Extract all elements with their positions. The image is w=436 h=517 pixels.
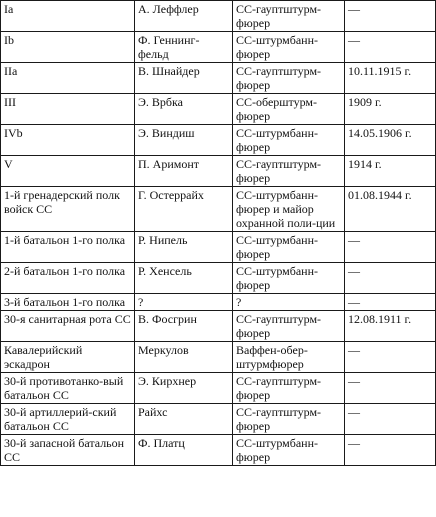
commander-cell: Р. Нипель xyxy=(135,232,233,263)
date-cell: — xyxy=(345,342,436,373)
commander-cell: Э. Виндиш xyxy=(135,125,233,156)
date-cell: — xyxy=(345,232,436,263)
unit-cell: 30-й запасной батальон СС xyxy=(1,435,135,466)
rank-cell: СС-гауптштурм-фюрер xyxy=(233,156,345,187)
unit-cell: IVb xyxy=(1,125,135,156)
rank-cell: СС-штурмбанн-фюрер xyxy=(233,232,345,263)
commander-cell: Г. Остеррайх xyxy=(135,187,233,232)
commander-cell: В. Фосгрин xyxy=(135,311,233,342)
table-row xyxy=(1,32,436,63)
rank-cell: СС-гауптштурм-фюрер xyxy=(233,1,345,32)
table-row xyxy=(1,311,436,342)
table-row xyxy=(1,404,436,435)
date-cell: — xyxy=(345,435,436,466)
date-cell: 1909 г. xyxy=(345,94,436,125)
rank-cell: СС-штурмбанн-фюрер xyxy=(233,435,345,466)
unit-cell: 2-й батальон 1-го полка xyxy=(1,263,135,294)
date-cell: — xyxy=(345,1,436,32)
table-row xyxy=(1,232,436,263)
unit-cell: Ia xyxy=(1,1,135,32)
date-cell: 14.05.1906 г. xyxy=(345,125,436,156)
date-cell: — xyxy=(345,404,436,435)
table-row xyxy=(1,342,436,373)
commander-cell: ? xyxy=(135,294,233,311)
unit-cell: Кавалерийский эскадрон xyxy=(1,342,135,373)
unit-cell: 30-й артиллерий-ский батальон СС xyxy=(1,404,135,435)
table-row xyxy=(1,435,436,466)
commander-cell: П. Аримонт xyxy=(135,156,233,187)
rank-cell: СС-оберштурм-фюрер xyxy=(233,94,345,125)
rank-cell: СС-штурмбанн-фюрер xyxy=(233,32,345,63)
table-row xyxy=(1,1,436,32)
unit-cell: 1-й батальон 1-го полка xyxy=(1,232,135,263)
unit-cell: 1-й гренадерский полк войск СС xyxy=(1,187,135,232)
rank-cell: СС-гауптштурм-фюрер xyxy=(233,63,345,94)
date-cell: 01.08.1944 г. xyxy=(345,187,436,232)
unit-cell: IIa xyxy=(1,63,135,94)
table-row xyxy=(1,156,436,187)
date-cell: — xyxy=(345,373,436,404)
rank-cell: СС-штурмбанн-фюрер xyxy=(233,263,345,294)
commander-cell: Э. Врбка xyxy=(135,94,233,125)
rank-cell: СС-гауптштурм-фюрер xyxy=(233,373,345,404)
commander-cell: Ф. Геннинг-фельд xyxy=(135,32,233,63)
date-cell: 1914 г. xyxy=(345,156,436,187)
table-row xyxy=(1,294,436,311)
rank-cell: СС-штурмбанн-фюрер xyxy=(233,125,345,156)
rank-cell: СС-гауптштурм-фюрер xyxy=(233,404,345,435)
commander-cell: Ф. Платц xyxy=(135,435,233,466)
table-body xyxy=(1,1,436,466)
table-row xyxy=(1,263,436,294)
unit-cell: 30-й противотанко-вый батальон СС xyxy=(1,373,135,404)
commander-cell: Р. Хенсель xyxy=(135,263,233,294)
table-row xyxy=(1,94,436,125)
unit-cell: V xyxy=(1,156,135,187)
commander-cell: В. Шнайдер xyxy=(135,63,233,94)
table-row xyxy=(1,125,436,156)
table-row xyxy=(1,63,436,94)
rank-cell: СС-штурмбанн-фюрер и майор охранной поли-ции xyxy=(233,187,345,232)
rank-cell: СС-гауптштурм-фюрер xyxy=(233,311,345,342)
date-cell: — xyxy=(345,294,436,311)
date-cell: — xyxy=(345,263,436,294)
rank-cell: ? xyxy=(233,294,345,311)
commander-cell: Райхс xyxy=(135,404,233,435)
unit-cell: 3-й батальон 1-го полка xyxy=(1,294,135,311)
unit-cell: 30-я санитарная рота СС xyxy=(1,311,135,342)
unit-cell: III xyxy=(1,94,135,125)
commander-cell: Э. Кирхнер xyxy=(135,373,233,404)
date-cell: — xyxy=(345,32,436,63)
commander-cell: Меркулов xyxy=(135,342,233,373)
table-row xyxy=(1,373,436,404)
date-cell: 10.11.1915 г. xyxy=(345,63,436,94)
rank-cell: Ваффен-обер-штурмфюрер xyxy=(233,342,345,373)
date-cell: 12.08.1911 г. xyxy=(345,311,436,342)
table-row xyxy=(1,187,436,232)
commander-cell: А. Леффлер xyxy=(135,1,233,32)
unit-cell: Ib xyxy=(1,32,135,63)
